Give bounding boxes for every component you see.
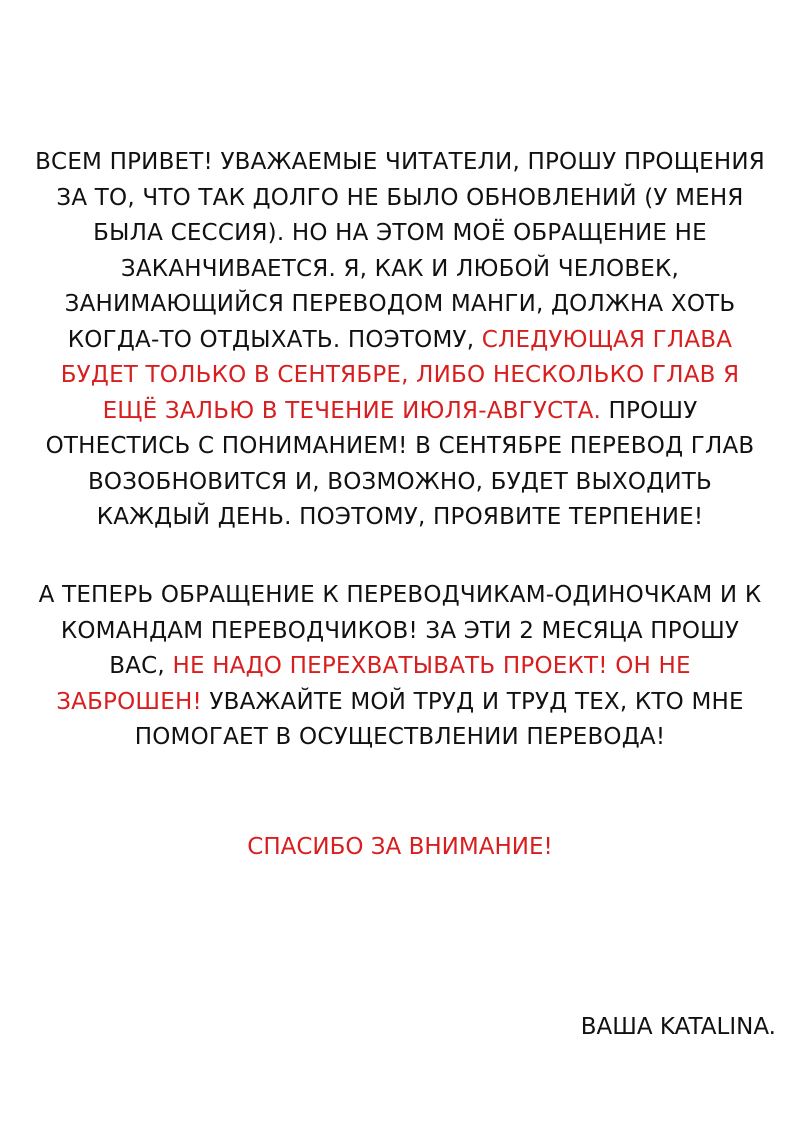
- notice-paragraph-translators: [20, 578, 780, 756]
- text-segment: ВСЕМ ПРИВЕТ! УВАЖАЕМЫЕ ЧИТАТЕЛИ, ПРОШУ ПРОЩЕНИЯ: [35, 149, 765, 175]
- text-segment: БЫЛА СЕССИЯ). НО НА ЭТОМ МОЁ ОБРАЩЕНИЕ НЕ: [93, 220, 707, 246]
- text-segment: ЗАНИМАЮЩИЙСЯ ПЕРЕВОДОМ МАНГИ, ДОЛЖНА ХОТЬ: [64, 291, 736, 317]
- text-segment: ВАС,: [109, 653, 173, 679]
- text-line: [20, 685, 780, 721]
- thanks-line: СПАСИБО ЗА ВНИМАНИЕ!: [247, 834, 553, 860]
- highlighted-text: НЕ НАДО ПЕРЕХВАТЫВАТЬ ПРОЕКТ! ОН НЕ: [172, 653, 691, 679]
- text-line: [20, 429, 780, 465]
- signature: ВАША KATALINA.: [580, 1014, 776, 1040]
- text-segment: КОГДА-ТО ОТДЫХАТЬ. ПОЭТОМУ,: [67, 326, 482, 353]
- notice-paragraph-break: [20, 145, 780, 536]
- text-line: [20, 394, 780, 430]
- text-segment: ПОМОГАЕТ В ОСУЩЕСТВЛЕНИИ ПЕРЕВОДА!: [134, 724, 666, 750]
- text-segment: УВАЖАЙТЕ МОЙ ТРУД И ТРУД ТЕХ, КТО МНЕ: [201, 688, 744, 715]
- text-line: [20, 358, 780, 394]
- text-line: [20, 614, 780, 650]
- highlighted-text: СЛЕДУЮЩАЯ ГЛАВА: [481, 326, 733, 353]
- text-line: [20, 500, 780, 536]
- text-line: [20, 720, 780, 756]
- text-line: [20, 181, 780, 217]
- text-segment: А ТЕПЕРЬ ОБРАЩЕНИЕ К ПЕРЕВОДЧИКАМ-ОДИНОЧКАМ И К: [38, 582, 762, 608]
- text-segment: ЗАКАНЧИВАЕТСЯ. Я, КАК И ЛЮБОЙ ЧЕЛОВЕК,: [120, 255, 680, 282]
- text-line: [20, 323, 780, 359]
- highlighted-text: БУДЕТ ТОЛЬКО В СЕНТЯБРЕ, ЛИБО НЕСКОЛЬКО ГЛАВ Я: [60, 362, 740, 388]
- text-line: [20, 287, 780, 323]
- text-segment: ВОЗОБНОВИТСЯ И, ВОЗМОЖНО, БУДЕТ ВЫХОДИТЬ: [87, 468, 713, 495]
- text-line: [20, 578, 780, 614]
- text-line: [20, 465, 780, 501]
- text-segment: ЗА ТО, ЧТО ТАК ДОЛГО НЕ БЫЛО ОБНОВЛЕНИЙ (У МЕНЯ: [56, 184, 744, 211]
- text-line: [20, 216, 780, 252]
- highlighted-text: ЕЩЁ ЗАЛЬЮ В ТЕЧЕНИЕ ИЮЛЯ-АВГУСТА.: [102, 397, 602, 424]
- text-segment: КОМАНДАМ ПЕРЕВОДЧИКОВ! ЗА ЭТИ 2 МЕСЯЦА ПРОШУ: [60, 617, 740, 644]
- text-line: [20, 252, 780, 288]
- highlighted-text: ЗАБРОШЕН!: [56, 688, 202, 715]
- text-line: [20, 649, 780, 685]
- text-segment: ОТНЕСТИСЬ С ПОНИМАНИЕМ! В СЕНТЯБРЕ ПЕРЕВОД ГЛАВ: [45, 433, 755, 459]
- text-segment: ПРОШУ: [601, 397, 698, 424]
- text-line: [20, 145, 780, 181]
- text-segment: КАЖДЫЙ ДЕНЬ. ПОЭТОМУ, ПРОЯВИТЕ ТЕРПЕНИЕ!: [96, 504, 704, 530]
